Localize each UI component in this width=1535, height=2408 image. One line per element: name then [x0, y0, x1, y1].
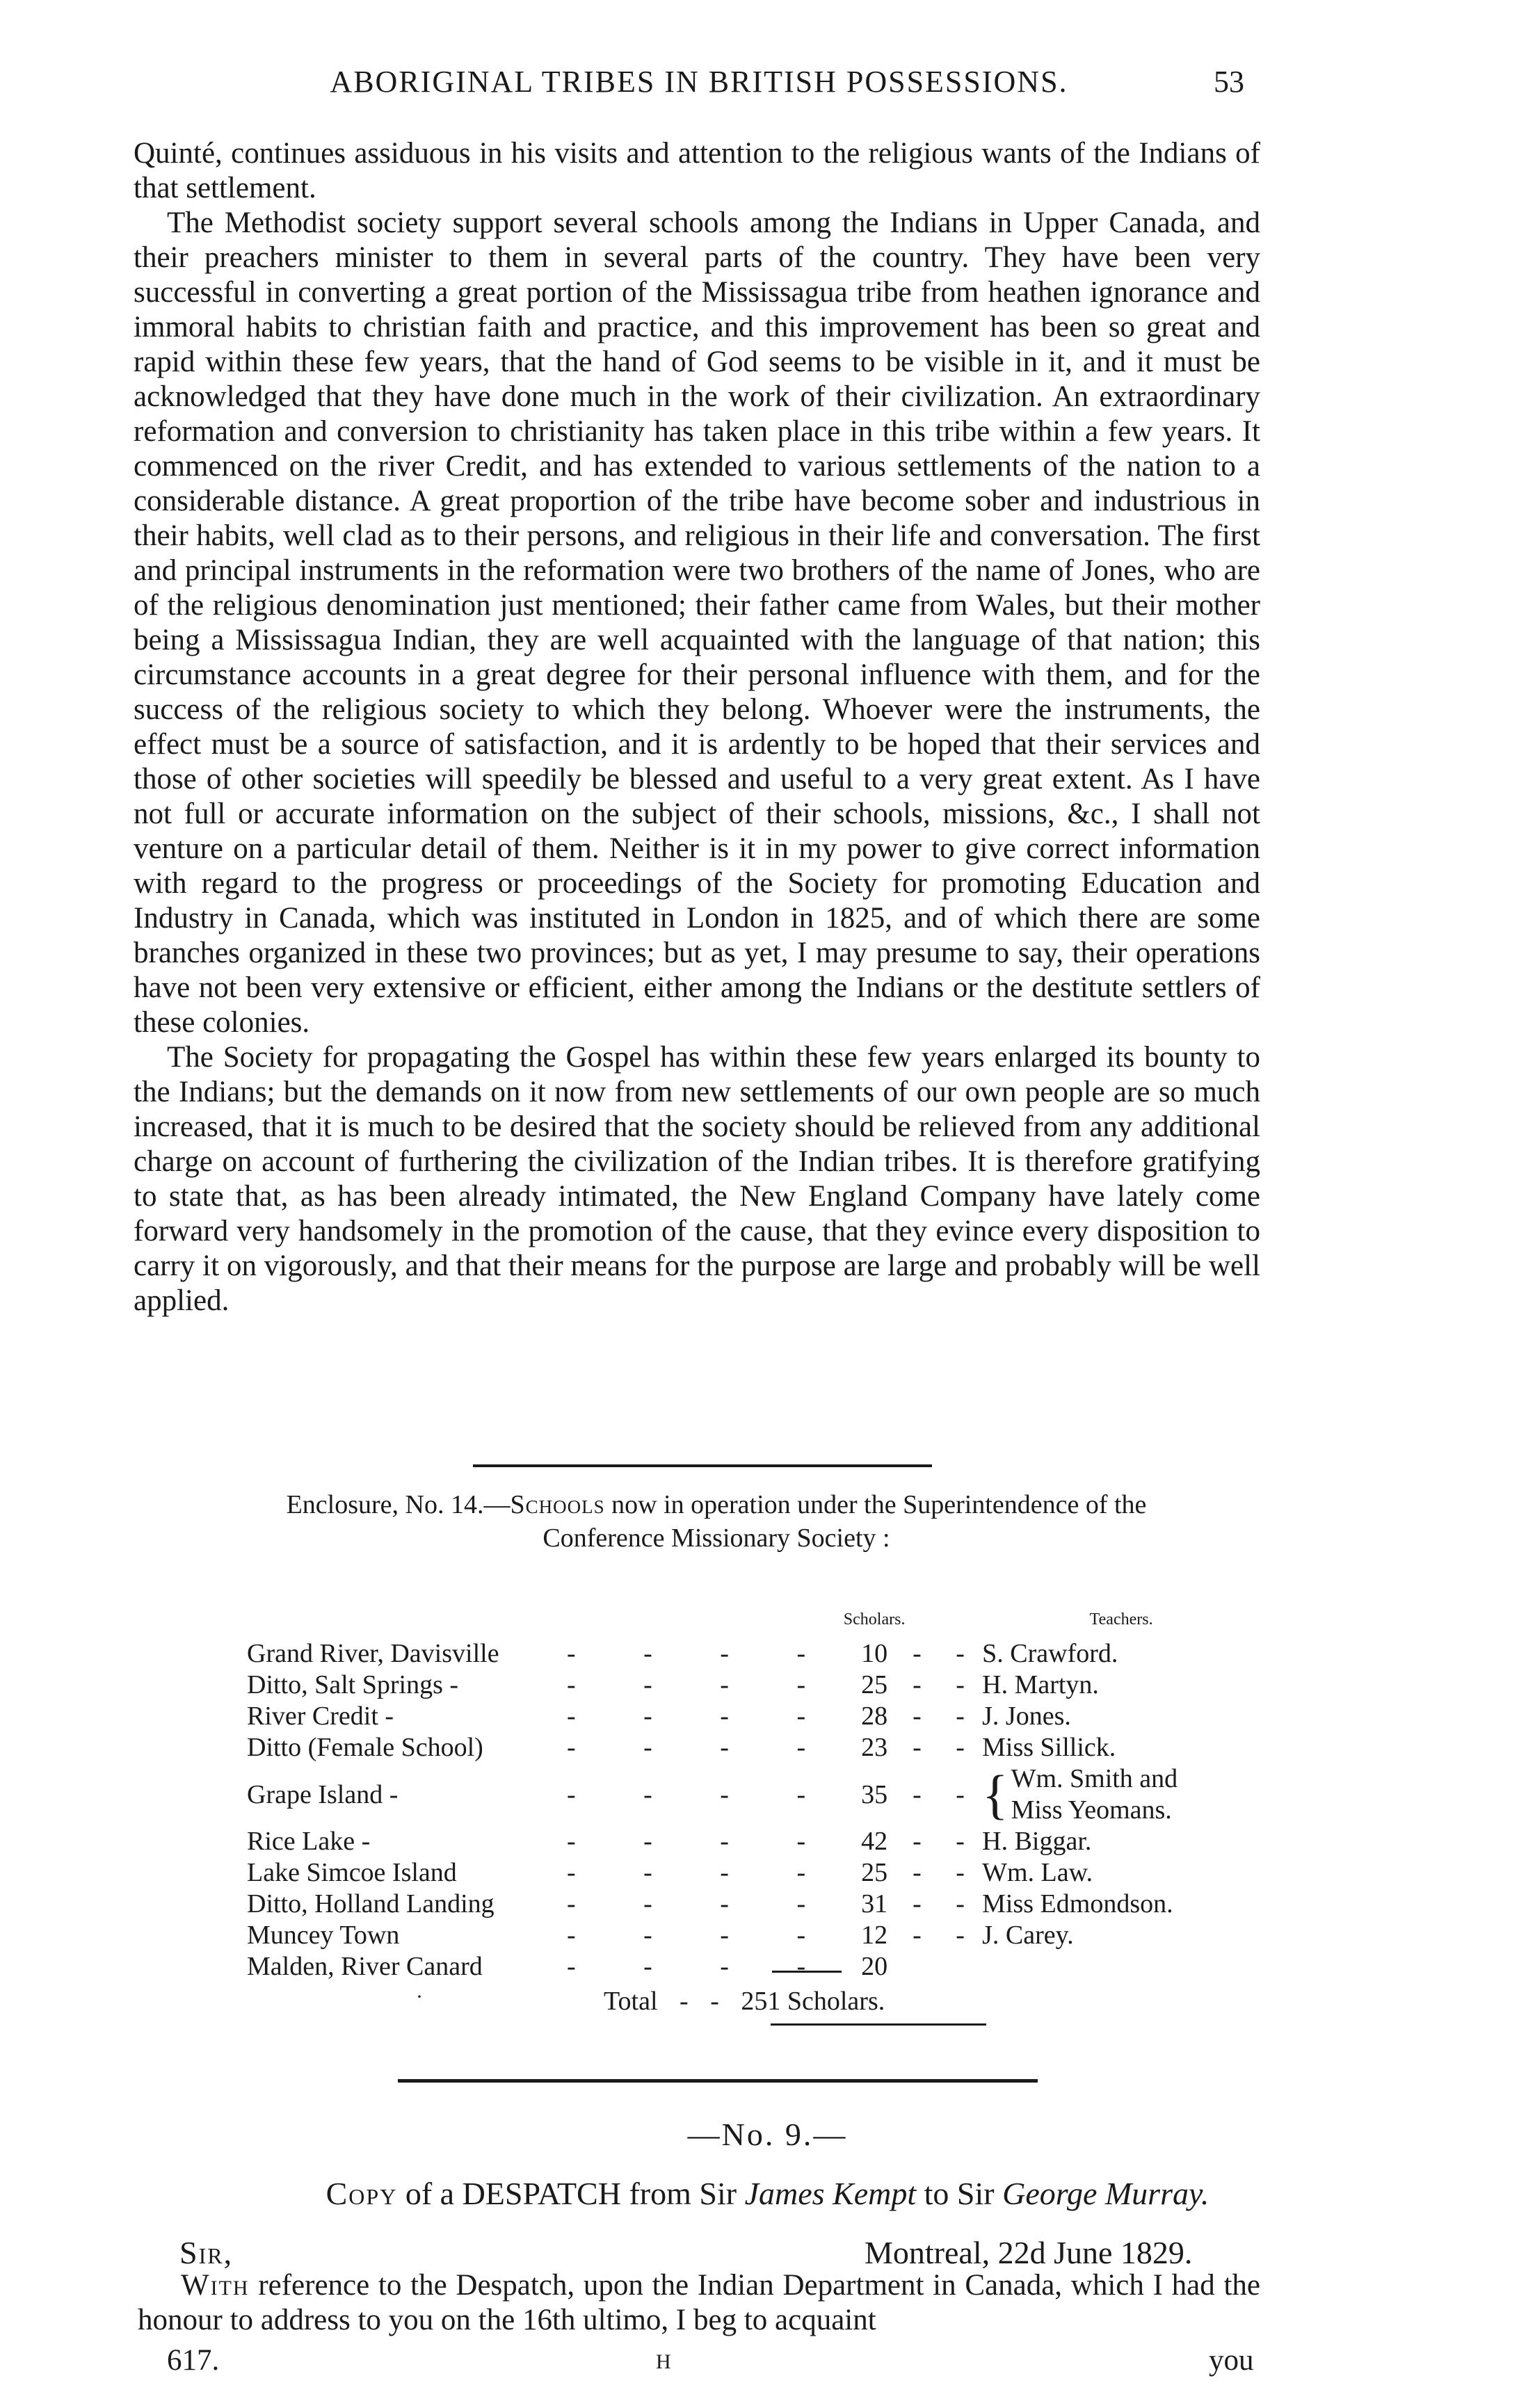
enclosure-title-line2: Conference Missionary Society :	[543, 1524, 890, 1553]
teacher-cell	[982, 1951, 1260, 1982]
leader-cell: - - - -	[567, 1639, 837, 1668]
section-divider	[473, 1464, 932, 1467]
teacher-cell: H. Biggar.	[982, 1827, 1092, 1856]
table-row	[247, 1670, 1260, 1701]
teacher-name: Miss Yeomans.	[1011, 1795, 1172, 1825]
salutation: Sir,	[179, 2235, 234, 2270]
leader-cell: - - - -	[567, 1952, 837, 1981]
scholars-cell: 25	[861, 1858, 888, 1887]
enclosure-title: now in operation under the Superintendence of the	[604, 1490, 1147, 1519]
document-number: 617.	[167, 2344, 220, 2377]
table-row	[247, 1826, 1260, 1857]
title-recipient: George Murray.	[1002, 2176, 1209, 2211]
title-of: of a	[397, 2176, 463, 2211]
letter-paragraph	[138, 2268, 1260, 2338]
schools-table	[247, 1603, 1260, 1982]
place-cell: River Credit -	[247, 1702, 394, 1731]
enclosure-title-caps: Schools	[510, 1490, 605, 1519]
enclosure-heading	[174, 1488, 1259, 1555]
leader-cell: - -	[913, 1827, 979, 1856]
section-divider	[398, 2079, 1038, 2083]
table-row	[247, 1763, 1260, 1826]
leader-cell: - -	[913, 1858, 979, 1887]
teacher-cell: J. Jones.	[982, 1702, 1071, 1731]
teacher-name: Wm. Smith and	[1011, 1764, 1178, 1793]
scholars-cell: 10	[861, 1639, 888, 1668]
scholars-cell: 12	[861, 1921, 888, 1950]
paragraph: Quinté, continues assiduous in his visits and attention to the religious wants of the Indians of that settlement.	[134, 137, 1260, 204]
leader-cell: - - - -	[567, 1670, 837, 1699]
paragraph: The Society for propagating the Gospel has within these few years enlarged its bounty to the Indians; but the demands on it now from new settlements of our own people are so much increased, that it is much to be desired that the society should be relieved from any additional charge on account of furthering the civilization of the Indian tribes. It is therefore gratifying to state that, as has been already intimated, the New England Company have lately come forward very handsomely in the promotion of the cause, that they evince every disposition to carry it on vigorously, and that their means for the purpose are large and probably will be well applied.	[134, 1041, 1260, 1317]
table-row	[247, 1638, 1260, 1670]
column-header-scholars: Scholars.	[843, 1610, 906, 1629]
sum-rule	[772, 1971, 842, 1973]
despatch-number: —No. 9.—	[687, 2117, 848, 2152]
table-row	[247, 1889, 1260, 1920]
dateline: Montreal, 22d June 1829.	[865, 2235, 1193, 2270]
page-number: 53	[1214, 65, 1244, 99]
leader-cell: - -	[913, 1921, 979, 1950]
scholars-cell: 42	[861, 1827, 888, 1856]
table-row	[247, 1920, 1260, 1951]
teacher-cell: Miss Sillick.	[982, 1733, 1116, 1762]
total-dash: -	[680, 1987, 689, 2016]
total-line	[604, 1986, 900, 2017]
place-cell: Malden, River Canard	[247, 1952, 483, 1981]
leader-cell: - - - -	[567, 1889, 837, 1918]
teacher-cell	[982, 1763, 1260, 1826]
leader-cell: - -	[913, 1639, 979, 1668]
place-cell: Ditto, Holland Landing	[247, 1889, 495, 1918]
body-text	[134, 136, 1260, 1318]
leader-cell: - -	[913, 1733, 979, 1762]
title-sender: James Kempt	[744, 2176, 917, 2211]
scholars-cell: 28	[861, 1702, 888, 1731]
scholars-cell: 31	[861, 1889, 888, 1918]
title-to: to Sir	[916, 2176, 1003, 2211]
title-from: from Sir	[620, 2176, 745, 2211]
place-cell: Ditto (Female School)	[247, 1733, 483, 1762]
scholars-cell: 20	[861, 1952, 888, 1981]
scholars-cell: 23	[861, 1733, 888, 1762]
scholars-cell: 35	[861, 1779, 888, 1809]
total-label: Total	[604, 1987, 658, 2016]
total-value: 251 Scholars.	[741, 1987, 885, 2016]
teacher-cell: Wm. Law.	[982, 1858, 1093, 1887]
total-underline	[771, 2023, 986, 2026]
place-cell: Grand River, Davisville	[247, 1639, 499, 1668]
leader-cell: - - - -	[567, 1779, 837, 1809]
opening-caps: With	[181, 2269, 250, 2302]
leader-cell: - - - -	[567, 1702, 837, 1731]
teacher-pair	[1011, 1763, 1178, 1826]
place-cell: Ditto, Salt Springs -	[247, 1670, 459, 1699]
place-cell: Grape Island -	[247, 1779, 399, 1809]
letter-body	[138, 2268, 1260, 2338]
opening-text: reference to the Despatch, upon the Indian Department in Canada, which I had the honour to address to you on the 16th ultimo, I beg to acquaint	[138, 2269, 1260, 2336]
leader-cell: - - - -	[567, 1827, 837, 1856]
leader-cell: - -	[913, 1702, 979, 1731]
catchword: you	[1209, 2344, 1254, 2377]
title-despatch: DESPATCH	[462, 2176, 621, 2211]
despatch-title	[0, 2175, 1535, 2212]
teacher-cell: S. Crawford.	[982, 1639, 1118, 1668]
title-copy: Copy	[326, 2176, 398, 2211]
table-row	[247, 1951, 1260, 1982]
place-cell: Muncey Town	[247, 1921, 400, 1950]
leader-cell: - - - -	[567, 1858, 837, 1887]
teacher-cell: Miss Edmondson.	[982, 1889, 1173, 1918]
brace-glyph: {	[982, 1764, 1008, 1825]
scholars-cell: 25	[861, 1670, 888, 1699]
column-header-teachers: Teachers.	[1089, 1610, 1153, 1629]
table-row	[247, 1857, 1260, 1889]
teacher-cell: J. Carey.	[982, 1921, 1074, 1950]
enclosure-label: Enclosure, No. 14.—	[286, 1490, 511, 1519]
table-row	[247, 1701, 1260, 1732]
running-head: ABORIGINAL TRIBES IN BRITISH POSSESSIONS.	[330, 65, 1068, 99]
table-header-row	[247, 1603, 1260, 1638]
teacher-cell: H. Martyn.	[982, 1670, 1099, 1699]
leader-cell: - -	[913, 1779, 979, 1809]
signature-mark: H	[656, 2350, 671, 2373]
leader-cell: - - - -	[567, 1921, 837, 1950]
total-dash: -	[710, 1987, 719, 2016]
leader-cell: - -	[913, 1670, 979, 1699]
paragraph: The Methodist society support several schools among the Indians in Upper Canada, and their preachers minister to them in several parts of the country. They have been very successful in converting a great portion of the Mississagua tribe from heathen ignorance and immoral habits to christian faith and practice, and this improvement has been so great and rapid within these few years, that the hand of God seems to be visible in it, and it must be acknowledged that they have done much in the work of their civilization. An extraordinary reformation and conversion to christianity has taken place in this tribe within a few years. It commenced on the river Credit, and has extended to various settlements of the nation to a considerable distance. A great proportion of the tribe have become sober and industrious in their habits, well clad as to their persons, and religious in their life and conversation. The first and principal instruments in the reformation were two brothers of the name of Jones, who are of the religious denomination just mentioned; their father came from Wales, but their mother being a Mississagua Indian, they are well acquainted with the language of that nation; this circumstance accounts in a great degree for their personal influence with them, and for the success of the religious society to which they belong. Whoever were the instruments, the effect must be a source of satisfaction, and it is ardently to be hoped that their services and those of other societies will speedily be blessed and useful to a very great extent. As I have not full or accurate information on the subject of their schools, missions, &c., I shall not venture on a particular detail of them. Neither is it in my power to give correct information with regard to the progress or proceedings of the Society for promoting Education and Industry in Canada, which was instituted in London in 1825, and of which there are some branches organized in these two provinces; but as yet, I may presume to say, their operations have not been very extensive or efficient, either among the Indians or the destitute settlers of these colonies.	[134, 207, 1260, 1039]
empty-cell	[913, 1951, 982, 1982]
stray-mark: ·	[416, 1985, 423, 2008]
leader-cell: - -	[913, 1889, 979, 1918]
place-cell: Rice Lake -	[247, 1827, 371, 1856]
place-cell: Lake Simcoe Island	[247, 1858, 457, 1887]
leader-cell: - - - -	[567, 1733, 837, 1762]
table-row	[247, 1732, 1260, 1763]
